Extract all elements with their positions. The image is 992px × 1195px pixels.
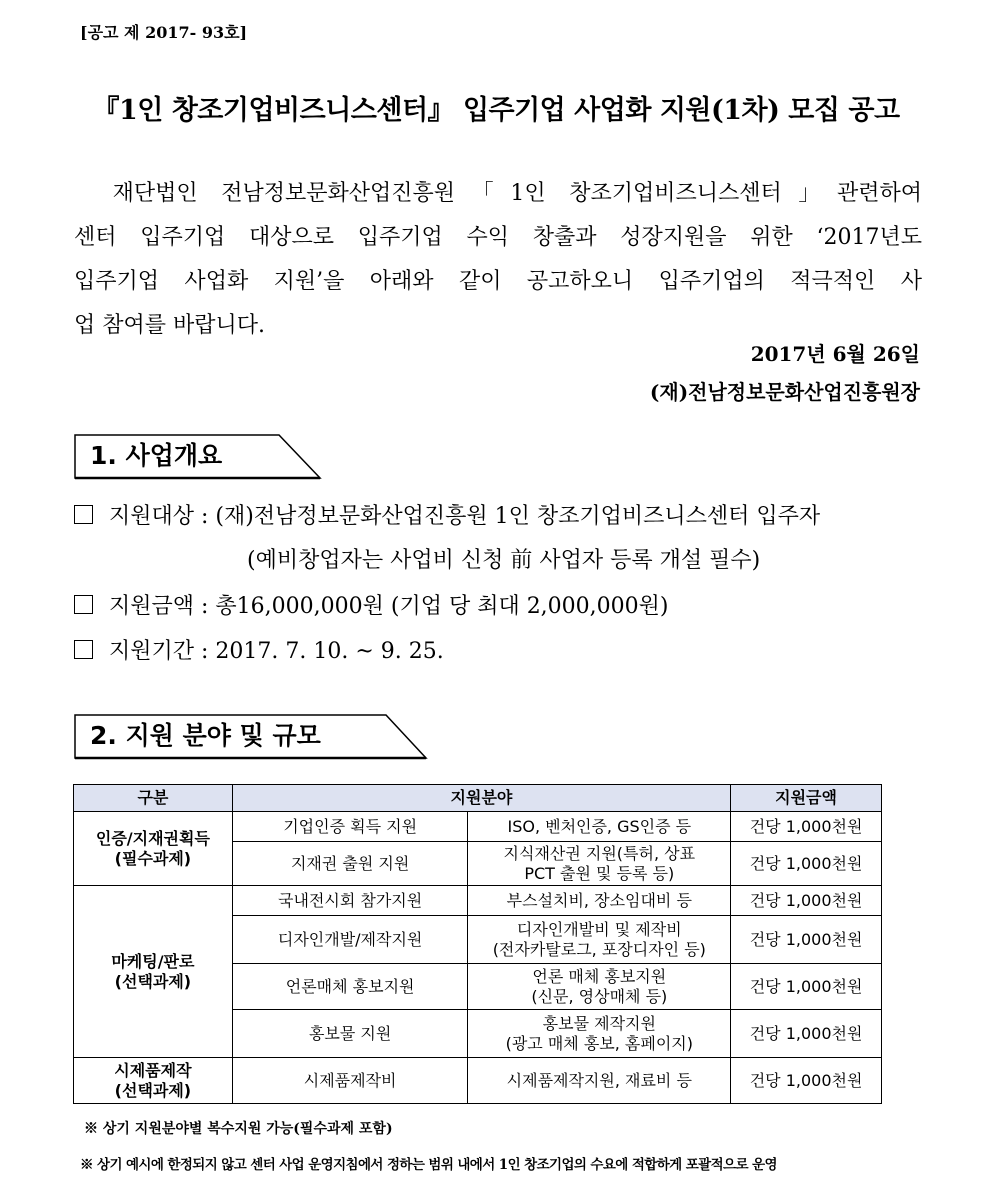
category-cell: 시제품제작 (선택과제)	[74, 1058, 233, 1104]
footnote-scope: ※ 상기 예시에 한정되지 않고 센터 사업 운영지침에서 정하는 범위 내에서 1인 창조기업의 수요에 적합하게 포괄적으로 운영	[80, 1157, 777, 1173]
checkbox-icon[interactable]	[74, 640, 93, 659]
category-cell: 인증/지재권획득 (필수과제)	[74, 812, 233, 886]
amount-cell: 건당 1,000천원	[731, 1010, 882, 1058]
document-title: 『1인 창조기업비즈니스센터』 입주기업 사업화 지원(1차) 모집 공고	[92, 95, 900, 126]
detail-cell: ISO, 벤처인증, GS인증 등	[468, 812, 731, 842]
section1-header	[74, 434, 324, 478]
detail-cell: 언론 매체 홍보지원 (신문, 영상매체 등)	[468, 964, 731, 1010]
notice-number: [공고 제 2017- 93호]	[80, 23, 248, 42]
field-cell: 국내전시회 참가지원	[232, 886, 468, 916]
field-cell: 지재권 출원 지원	[232, 842, 468, 886]
header-field: 지원분야	[232, 785, 730, 812]
checkbox-icon[interactable]	[74, 595, 93, 614]
notice-date: 2017년 6월 26일	[750, 342, 920, 366]
overview-item-note: (예비창업자는 사업비 신청 前 사업자 등록 개설 필수)	[247, 548, 761, 573]
intro-line: 업 참여를 바랍니다.	[74, 313, 265, 338]
amount-cell: 건당 1,000천원	[731, 812, 882, 842]
field-cell: 언론매체 홍보지원	[232, 964, 468, 1010]
field-cell: 시제품제작비	[232, 1058, 468, 1104]
overview-item-text: 지원기간 : 2017. 7. 10. ~ 9. 25.	[109, 639, 444, 664]
field-cell: 디자인개발/제작지원	[232, 916, 468, 964]
amount-cell: 건당 1,000천원	[731, 1058, 882, 1104]
detail-cell: 홍보물 제작지원 (광고 매체 홍보, 홈페이지)	[468, 1010, 731, 1058]
field-cell: 홍보물 지원	[232, 1010, 468, 1058]
table-row	[74, 812, 882, 842]
category-cell: 마케팅/판로 (선택과제)	[74, 886, 233, 1058]
intro-line: 재단법인 전남정보문화산업진흥원「1인 창조기업비즈니스센터」관련하여	[74, 181, 922, 206]
overview-item-text: 지원금액 : 총16,000,000원 (기업 당 최대 2,000,000원)	[109, 594, 669, 619]
overview-item-amount	[74, 589, 669, 620]
amount-cell: 건당 1,000천원	[731, 842, 882, 886]
header-amount: 지원금액	[731, 785, 882, 812]
checkbox-icon[interactable]	[74, 505, 93, 524]
detail-cell: 부스설치비, 장소임대비 등	[468, 886, 731, 916]
detail-cell: 지식재산권 지원(특허, 상표 PCT 출원 및 등록 등)	[468, 842, 731, 886]
section1-title: 1. 사업개요	[90, 441, 223, 470]
amount-cell: 건당 1,000천원	[731, 916, 882, 964]
intro-line: 입주기업 사업화 지원’을 아래와 같이 공고하오니 입주기업의 적극적인 사	[74, 269, 922, 294]
support-table	[73, 784, 882, 1104]
overview-item-period	[74, 634, 444, 665]
issuer-name: (재)전남정보문화산업진흥원장	[649, 380, 920, 404]
overview-item-text: 지원대상 : (재)전남정보문화산업진흥원 1인 창조기업비즈니스센터 입주자	[109, 504, 821, 529]
intro-paragraph	[74, 172, 922, 348]
table-row	[74, 886, 882, 916]
table-header-row	[74, 785, 882, 812]
amount-cell: 건당 1,000천원	[731, 886, 882, 916]
table-row	[74, 1058, 882, 1104]
intro-line: 센터 입주기업 대상으로 입주기업 수익 창출과 성장지원을 위한 ‘2017년도	[74, 225, 922, 250]
footnote-multiple-support: ※ 상기 지원분야별 복수지원 가능(필수과제 포함)	[84, 1121, 393, 1137]
amount-cell: 건당 1,000천원	[731, 964, 882, 1010]
overview-item-target	[74, 499, 820, 530]
detail-cell: 시제품제작지원, 재료비 등	[468, 1058, 731, 1104]
detail-cell: 디자인개발비 및 제작비 (전자카탈로그, 포장디자인 등)	[468, 916, 731, 964]
section2-header	[74, 714, 434, 758]
section2-title: 2. 지원 분야 및 규모	[90, 721, 321, 750]
header-category: 구분	[74, 785, 233, 812]
field-cell: 기업인증 획득 지원	[232, 812, 468, 842]
